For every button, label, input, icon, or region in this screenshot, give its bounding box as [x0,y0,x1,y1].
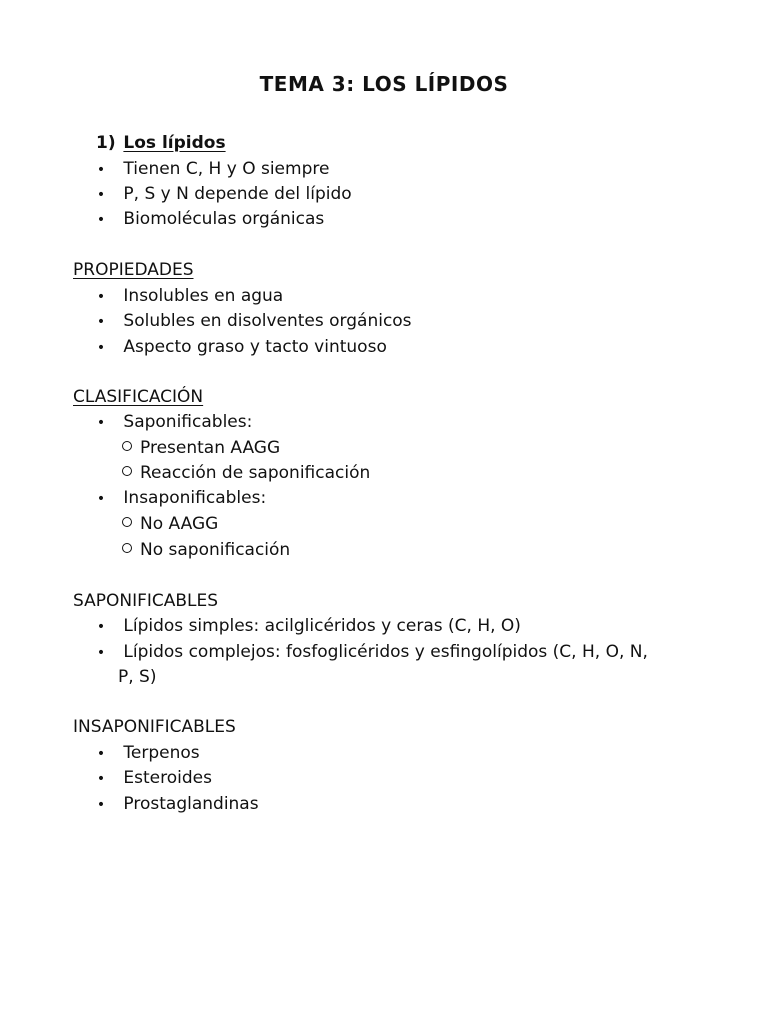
list-item-text: Prostaglandinas [123,794,259,814]
list-item-text: Lípidos simples: acilglicéridos y ceras (C, H, O) [123,616,521,636]
bullet-icon: • [96,797,106,813]
list-item [94,336,387,359]
list-item-text: Aspecto graso y tacto vintuoso [123,337,387,357]
list-item-text: Tienen C, H y O siempre [123,159,330,179]
list-item-text: Insaponificables: [123,488,267,508]
list-item [94,310,412,333]
sub-list-item-text: No AAGG [140,514,219,534]
sub-list-item-text: Presentan AAGG [140,438,281,458]
list-item [94,742,200,765]
insaponificables-heading: INSAPONIFICABLES [73,717,236,737]
sub-list-item [122,462,370,484]
list-item [94,285,283,308]
list-item [94,158,329,181]
list-item-text: Lípidos complejos: fosfoglicéridos y esfingolípidos (C, H, O, N, [123,642,648,662]
sub-list-item [122,539,290,561]
sub-list-item [122,513,218,535]
bullet-icon: • [96,771,106,787]
bullet-icon: • [96,314,106,330]
bullet-icon: • [96,340,106,356]
bullet-icon: • [96,415,106,431]
list-item-text: Biomoléculas orgánicas [123,209,325,229]
list-item [94,208,324,231]
sub-list-item-text: Reacción de saponificación [140,463,371,483]
list-item [94,487,266,510]
section-heading-text: Los lípidos [123,133,226,153]
list-item-continuation: P, S) [118,667,157,687]
list-item-text: Terpenos [123,743,200,763]
circle-bullet-icon [122,517,132,527]
list-item [94,411,252,434]
list-item-text: Saponificables: [123,412,253,432]
circle-bullet-icon [122,543,132,553]
section-1-heading [96,132,226,154]
bullet-icon: • [96,187,106,203]
bullet-icon: • [96,491,106,507]
bullet-icon: • [96,212,106,228]
propiedades-heading: PROPIEDADES [73,260,194,280]
list-item-text: Insolubles en agua [123,286,284,306]
list-item [94,183,352,206]
list-item [94,767,212,790]
bullet-icon: • [96,645,106,661]
section-number: 1) [96,133,116,153]
list-item [94,641,648,664]
list-item [94,615,521,638]
list-item [94,793,259,816]
list-item-text: Solubles en disolventes orgánicos [123,311,412,331]
sub-list-item-text: No saponificación [140,540,291,560]
bullet-icon: • [96,162,106,178]
circle-bullet-icon [122,441,132,451]
list-item-text: P, S y N depende del lípido [123,184,352,204]
document-title: TEMA 3: LOS LÍPIDOS [259,72,509,96]
bullet-icon: • [96,746,106,762]
bullet-icon: • [96,619,106,635]
clasificacion-heading: CLASIFICACIÓN [73,387,204,407]
bullet-icon: • [96,289,106,305]
saponificables-heading: SAPONIFICABLES [73,591,219,611]
circle-bullet-icon [122,466,132,476]
list-item-text: Esteroides [123,768,212,788]
sub-list-item [122,437,280,459]
